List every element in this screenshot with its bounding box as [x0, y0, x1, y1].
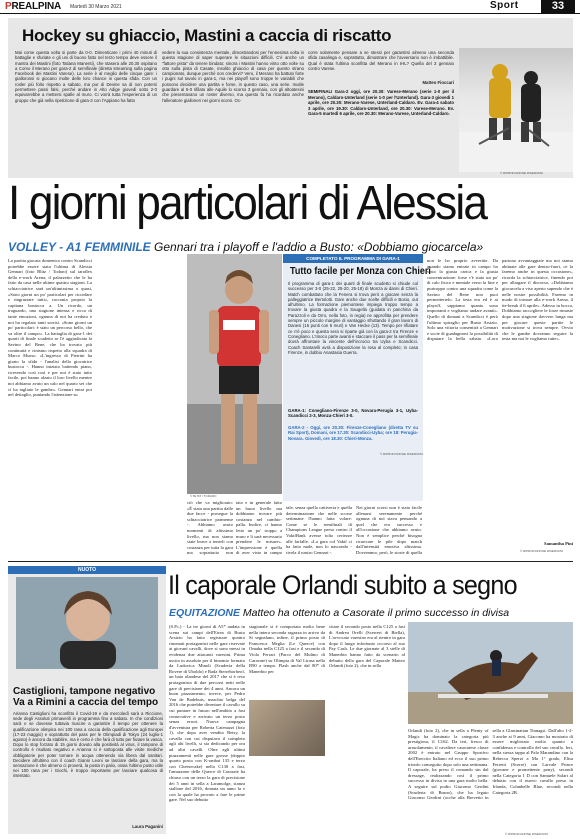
hockey-col-2: vedere la sua consistenza mentale, dimostrandosi per l'ennesima volta in questa stagione di saper superare le situazioni difficili. C'è anche un "fattore pista" da tenere bindato: sinora i Mastini hanno vinto otto volte su otto sulla pista di Casate, insolito ghiaccio di casa per questo strano campionato, dunque perché non credervi? Vero, il Merano ha battuto forte i pugni sul tavolo in gara-1, ma nei playoff sono troppe le variabili che possono decidere una partita e forse, in questo caso, una serie. Inutile guardare al 5-0 rifilato alle Aquile lo scorso 3 gennaio, con gli altoatesini che presentavano un roster diverso, ma questo fa ha ricordato anche l'allenatore gialloneri nei giorni scorsi. Oc- — [162, 50, 304, 103]
newspaper-brand: PREALPINA — [5, 1, 61, 12]
volley-signature: Samantha Pini — [544, 541, 573, 546]
hockey-photo — [459, 48, 573, 172]
volley-photo-credit: © BLITZ / TODARO — [190, 494, 217, 498]
issue-date: Martedì 30 Marzo 2021 — [70, 4, 122, 10]
hockey-signature: Matteo Fioccari — [422, 80, 454, 85]
volley-col-1b — [96, 258, 182, 554]
volley-col-1: La partita giocata domenica contro Scandicci potrebbe essere stata l'ultima di Alessia Gennari (foto Blitz / Todaro) sul taraflex della e-work Arena, il palazzetto che le ha fatto da casa nelle ultime quattro stagioni. La schiacciatrice sarà un'ultimissima o quasi, «Sono giorni un po' particolari per ricordare e ringraziare tutti», racconta proprio la capitana bustocca a. Un ricordo, un traguardo, una stagione intensa e ricca di tante emozioni, ognuna di noi ha creduto e noi ha regalato tanti sorrisi. «Sono giorni un po' particolari: è stato un percorso bello, che va oltre il campo». La battaglia di gara-1 dei quarti di finale scudetto se l'è aggiudicata la Savino del Bene, che ha trovato più continuità e cinismo rispetto alla squadra di Marco Musso. «L'ingresso di Pietrini ha girato la sfida - l'analisi della giocatrice bustocca -. Hanno iniziato battendo piano, ricevendo così così e per noi è stato tutto facile, poi hanno alzato il loro livello mentre noi abbiamo avuto un calo nel quarto set che ci ha tagliato le gambe». Gennari entra poi nel dettaglio, puntando l'attenzione su — [8, 258, 92, 398]
nuoto-body: Arianna Castiglioni ha sconfitto il Covid-19 e da mercoledì sarà a Riccione, sede degli Assoluti primaverili in programma fino a sabato. In che condizioni sarà e se dovesse tuttavia riuscire a garantire il tempo per ottenere la qualificazione olimpica nei 100 rana a caccia della qualificazione agli Europei (17-23 maggio) e soprattutto del pass per le Olimpiadi di Tokyo (24 luglio-1 agosto) è ancora da stabilire, ma è certo è che farà di tutto per fiutare la vasca. Dopo lo stop forzato di 15 giorni dovuto alla positività al virus, il tampone di controllo è risultato negativo e Arianna si è sottoposta alle visite mediche obbligatorie per poter tornare in acqua ottenendo via libera dal sanitari. Decidere all'ultimo con il coach Gianni Leoni se lasciare della gara, ma la sensazione è che almeno ci proverà, la posta in palio, ossia l'ultimo posto utile nei 100 rana per i Giochi, è troppo importante per lasciare qualcosa di intentato. — [13, 711, 163, 779]
volley-col-4: tale, senza quella cattiveria e quella determinazione che nelle scorse settimane l'hanno fatta volare: Come se le semifinali di Champions League persa contro il VakifBank avesse tolto certezze alle farfalle. «La gara col Vakif ci ha fatto male, non lo nascondo - rivela il nastro Gennari -. — [286, 505, 352, 555]
hockey-col-3: corre solamente pensare a se stessi per garantirsi almeno una seconda sfida casalinga e, soprattutto, dimostrare che l'avversario non è imbattibile. Qual è stata l'ultima sconfitta del Merano in IHL? Quella del 3 gennaio contro Varese. — [308, 50, 454, 71]
programma-caption: © RIPRODUZIONE RISERVATA — [380, 452, 424, 456]
orlandi-photo — [408, 622, 573, 724]
volley-col-5: Nei giorni scorsi non è stato facile allenarsi serenamente perché ognuna di noi stava pensando a quel che era successo e all'occasione che abbiamo avuto. Non è semplice perché bisogna ricaricare le pile dopo match dall'intensità emotiva altissima. Dovremmo, però, le storie di quella — [356, 505, 422, 555]
nuoto-photo — [16, 577, 158, 669]
orlandi-headline: Il caporale Orlandi subito a segno — [168, 570, 517, 600]
volley-copyright: © RIPRODUZIONE RISERVATA — [520, 549, 564, 553]
hockey-photo-caption: © RIPRODUZIONE RISERVATA — [500, 171, 544, 175]
hockey-players-illustration — [459, 48, 573, 172]
programma-results-1: GARA-1: Conegliano-Firenze 3-0, Novara-Perugia 3-1, Uyba-Scandicci 2-3, Monza-Chieri 3-0. — [288, 408, 418, 419]
volley-col-2: ciò che va migliorato: «È stata una partita dalle due facce - prosegue la schiacciatrice parmense -. Abbiamo avuto momenti di altissimo livello, ma non siamo state brave a tenerli con costanza per tutta la gara ma soprattutto non — [187, 500, 233, 556]
section-divider — [8, 561, 573, 562]
programma-kicker: COMPLETATO IL PROGRAMMA DI GARA-1 — [283, 254, 423, 263]
orlandi-col-3: citare il secondo posto nella C125 a fasi di Andrea Orelli (Scerreri di Biella), L'avvocato varesino era al rientro in gara dopo il lungo infortunio occorso al suo Pay Cash. Le due giornate al 3 stelle di Manerbio hanno fatto da scenario al debutto della gara del Caporale Matteo Orlandi (foto 2), che in sella — [329, 624, 405, 669]
orlandi-photo-caption: © RIPRODUZIONE RISERVATA — [505, 832, 549, 836]
horse-jump-illustration — [408, 622, 573, 724]
orlandi-kicker: EQUITAZIONE — [169, 607, 240, 619]
nuoto-label: NUOTO — [8, 566, 166, 574]
programma-results-2: GARA-2 - Oggi, ore 20.30: Firenze-Conegliano (diretta TV su Rai Sport), Domani, ore 17.30: Scandicci-Uyba; ore 18: Perugia-Novara. Giovedì, ore 18.30: Chieri-Monza. — [288, 425, 418, 441]
orlandi-photo-small — [249, 700, 325, 756]
volley-photo — [187, 254, 282, 494]
nuoto-signature: Laura Paganini — [132, 824, 163, 829]
volley-subtitle: Gennari tra i playoff e l'addio a Busto: «Dobbiamo giocarcela» — [154, 240, 484, 254]
section-name: Sport — [490, 0, 519, 11]
volley-col-6: non le ho proprio avvertite. Da quando siamo entrate in campo ho visto la giusta carica e la giusta concentrazione: forse c'è stato un po' di calo fisico e mentale verso la fine e purtroppo contro una squadra come la Savino del Bene non puoi permettertelo. La testa era ed è ai playoff, sappiamo quanto sono importanti e vogliamo andare avanti». Quello di domani a Scandicci è però l'ultimo spiraglio per Busto Arsizio. Solo una vittoria consentirà a Gennari e socie di guadagnarsi la possibilità di disputare la bella sabato. «Loro partono avvantaggiate ma noi siamo abituate alle gare dentro-fuori, ce la faremo anche in questa occasione», ricorda la schiacciatrice, finendo poi per allargare il discorso, «Dobbiamo giocarcela a viso aperto sapendo che è nelle nostre possibilità. Faremo in modo di tornare alla e-work Arena, il tie-break il 6 aprile». Adesso in bocca, Dobbiamo raccogliere le forze rimaste dopo una stagione davvero lunga ma per giocare queste partite le motivazione si trova sempre. Ovvio che le gambe dovranno seguire la testa ma noi le vogliamo tutte». — [427, 258, 573, 342]
orlandi-subtitle: Matteo ha ottenuto a Casorate il primo successo in divisa — [242, 607, 510, 619]
volley-col-3: tato e in generale fatto un buon livello ma dobbiamo trovare più costanza nel cambio-palla. Inoltre, ci hanno letto un po' troppo a muro e li sarà necessario prendere le misure». L'impressione è quella di aver visto in campo — [236, 500, 282, 556]
programma-title: Tutto facile per Monza con Chieri — [290, 266, 431, 277]
nuoto-headline: Castiglioni, tampone negativo Va a Rimini a caccia del tempo — [13, 686, 159, 708]
hockey-results: SEMIFINALI Gara-2 oggi, ore 20.30: Varese-Merano (serie 1-0 per il Merano), Caldaro-Unterland (serie 1-0 per l'Unterland). Gara-3 giovedì 1 aprile, ore 20.30: Merano-Varese, Unterland-Caldaro. Ev. Gara-4 sabato 3 aprile, ore 19.30: Caldaro-Unterland, ore 20.30: Varese-Merano. Ev. Gara-5 martedì 6 aprile, ore 20.30: Merano-Varese, Unterland-Caldaro. — [308, 89, 454, 117]
orlandi-kicker-line — [169, 607, 509, 619]
hockey-headline: Hockey su ghiaccio, Mastini a caccia di riscatto — [22, 26, 392, 45]
volleyball-player-illustration — [187, 254, 282, 494]
page-number: 33 — [541, 0, 575, 13]
orlandi-col-4: Orlandi (foto 2), che in sella a Plenty of Magic ha dominato la categoria più prestigiosa, il C162. Da ieri, fresco di arruolamento, il cavaliere casoratese classe 2002 è entrato nel Gruppo Sportivo dell'Esercito Italiano ed ecco il suo primo trionfo conseguito dopo solo una settimana. Il caporale, ha preso il comando sin dal dressage, realizzando così il primo successo in divisa in una gara molto bella. A seguire sul podio Giacomo Gerdini (Scuderia di Bruno), che ha legato Giacomo Gerdini (ocche alla Brevetto in sella a Glastinaitan Tinnagsi. Dall'alto 1-2-3 anche ai 9 anni, Giacomo ha mostrato di essere migliorato molto quanto a confidenza e controllo del suo cavallo. Ieri, nella stessa tappa al Pala Marandino con la Rebecca Sperzi a Ma 1° grado, Elisa Ferretti (Scerre) con Larvale Prince (giovane e promettente pony), secondi nella Categoria 1 D con Samuele Solari al debutto con il nuovo cavallo preso in Irlanda, Colanbelle Blue, secondi nella Categoria 2B. — [408, 728, 573, 801]
hockey-col-1: Mai come questa volta si parte da 0-0. Dimenticare i primi 40 minuti di battaglie e sfuriate e gli uni di buono fatto nel terzo tempo deve essere il mantra dei Mastini (foto Tatiana Manenti), che stasera alle 20.30 ospitano a Como il Merano per gara-2 di semifinale (diretta streaming sulla pagina Facebook dei Mastini Varese). La serie è al meglio delle cinque gare: i giallorossi si giocano molte delle loro chance in questa sfida. Con un rosler più folto rispetto a sabato, ma pur di Devine sa di non potersi permettere passi falsi, perché andare in Alto Adige giovedì sotto 2-0 equivarrebbe a mettersi spalle al muro. Ci vorrà tutta l'esperienza di un gruppo che già nella ripetizione di gara-3 con l'Appiano ha fatto — [15, 50, 157, 103]
orlandi-col-2: stagionale si è comportata molto bene nella intera seconda ragazza in arrivo da Si segnalano, infine, il primo posto di Francesca Meglia (Le Querce) con Omaha nella C125 a fasi e il secondo di Viola Ferrari (Parco del Mulino di Caravate) su Olimpia di Val Lirasa nella B90 a tempo. Flash anche dal 80* di Manerbio per — [249, 624, 325, 674]
volley-kicker-line — [8, 240, 483, 254]
swimmer-portrait-illustration — [16, 577, 158, 669]
volley-headline: I giorni particolari di Alessia — [8, 177, 487, 230]
orlandi-col-1: (S.P.i.) - La tre giorni di A5* andata in scena sui campi dell'Etrea di Busto Arsizio ha fatto registrare quattro rinomati protagonisti nelle gare riservate ai giovani cavalli, dove si sono messi in evidenza due attacanti varesini. Prima uscita in assoluto per il binomio formato da Ludovica Minoli (Scuderia della Rovere di Uboldo) e Rada Sterreborheof, un baio olandese del 2017 che si è reso protagonista di due percorsi netti nelle gare di precisione dei 4 anni. Ancora un buon piazzamento, invece, per Pedro Van de Badebuis, maschio belga del 2016 che potrebbe diventare il cavallo su cui puntare in futuro nell'ambito a fasi consecutive e arrivato un terzo posto senza errori. Nuova campagna d'avventura per Roberta Catenazzi (foto 1), che dopo aver vendito Betsy, la cavalla con cui disputava il completo agli alti livelli, si sta dedicando per ora ad altri cavalli. Oltre agli ultimi piazzamenti nelle gare grosse (doppio quarto posto con K-ombat 135 e terzo con Cheesecake) nella C130 a fasi, l'amazzone delle Querce di Casorate ha chiuso con un terzo la gara di precisione dei 5 anni in sella a Laramolge, stanza stallone del 2016, domata un anno fa e con la quale ha provato a fare le prime gare. Nel suo debutto — [169, 624, 245, 803]
programma-body: Il programma di gara-1 dei quarti di finale scudetto si chiude col successo per 3-0 (25-22, 25-20, 25-18) di Monza ai danni di Chieri. Match combattuto che la Fenera si trova però a giocare senza la palleggiatrice Bertolotti. Gare anche due scelte difficili e Bosio, out all'ultimo. La formazione piemontese impiega troppo tempo a trovare la giusta quadra e la Saugella (guidata in panchina da Parazzoli e da Orro, nella foto, in regia) ne approfitta per prendere sempre un piccolo margine di vantaggio sfruttando il gran lavoro di Danesi (15 punti con 6 muri) e Van Hecke (13). Tempo per rifiatare ce n'è poco e questa sera si riparte già con la gara-2 tra Firenze e Conegliano. L'Imoco parte avanti e staccare il pass per la semifinale dovrà affrontare la vincente dell'incrocio tra Uyba e Scandicci. Coach Santarelli avrà a disposizione la rosa al completo; in casa Firenze, in dubbio Anastasia Guerra. — [288, 281, 418, 355]
volley-kicker: VOLLEY - A1 FEMMINILE — [8, 240, 151, 254]
